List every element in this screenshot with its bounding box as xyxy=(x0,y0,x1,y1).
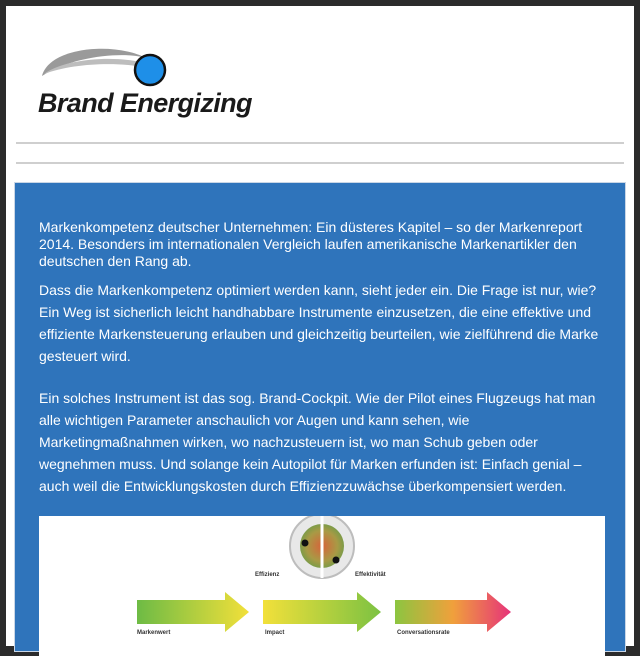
label-impact: Impact xyxy=(265,630,285,636)
intro-text: Markenkompetenz deutscher Unternehmen: Ein düsteres Kapitel – so der Markenreport 2014. Besonders im internationalen Vergleich laufen amerikanische Markenartikler den deutschen den Rang ab. xyxy=(39,219,583,269)
divider xyxy=(16,142,624,144)
divider xyxy=(16,162,624,164)
label-markenwert: Markenwert xyxy=(137,630,171,636)
arrow-markenwert-icon xyxy=(137,592,249,632)
brand-cockpit-figure xyxy=(39,516,605,656)
content-panel xyxy=(14,182,626,652)
email-frame xyxy=(6,6,634,646)
label-conversationsrate: Conversationsrate xyxy=(397,630,450,636)
arrow-impact-icon xyxy=(263,592,381,632)
label-effektivitaet: Effektivität xyxy=(355,572,386,578)
paragraph-2: Ein solches Instrument ist das sog. Brand-Cockpit. Wie der Pilot eines Flugzeugs hat man alle wichtigen Parameter anschaulich vor Augen und kann sehen, wie Marketingmaßnahmen wirken, wo nachzusteuern ist, wo man Schub geben oder wegnehmen muss. Und solange kein Autopilot für Marken erfunden ist: Einfach genial – auch weil die Entwicklungskosten durch Effizienzzuwächse überkompensiert werden. xyxy=(39,390,596,494)
gauge-icon xyxy=(290,516,354,578)
brand-logo[interactable] xyxy=(36,40,252,130)
arrow-conversation-icon xyxy=(395,592,511,632)
logo-dot-icon xyxy=(135,55,165,85)
cockpit-diagram xyxy=(39,516,605,656)
header xyxy=(6,6,634,142)
logo-text: Brand Energizing xyxy=(38,88,252,118)
label-effizienz: Effizienz xyxy=(255,572,280,578)
paragraph-1: Dass die Markenkompetenz optimiert werden kann, sieht jeder ein. Die Frage ist nur, wie? Ein Weg ist sicherlich leicht handhabbare Instrumente einzusetzen, die eine effektive und effiziente Markensteuerung erlauben und gleichzeitig beurteilen, wie zielführend die Marke gesteuert wird. xyxy=(39,282,599,364)
